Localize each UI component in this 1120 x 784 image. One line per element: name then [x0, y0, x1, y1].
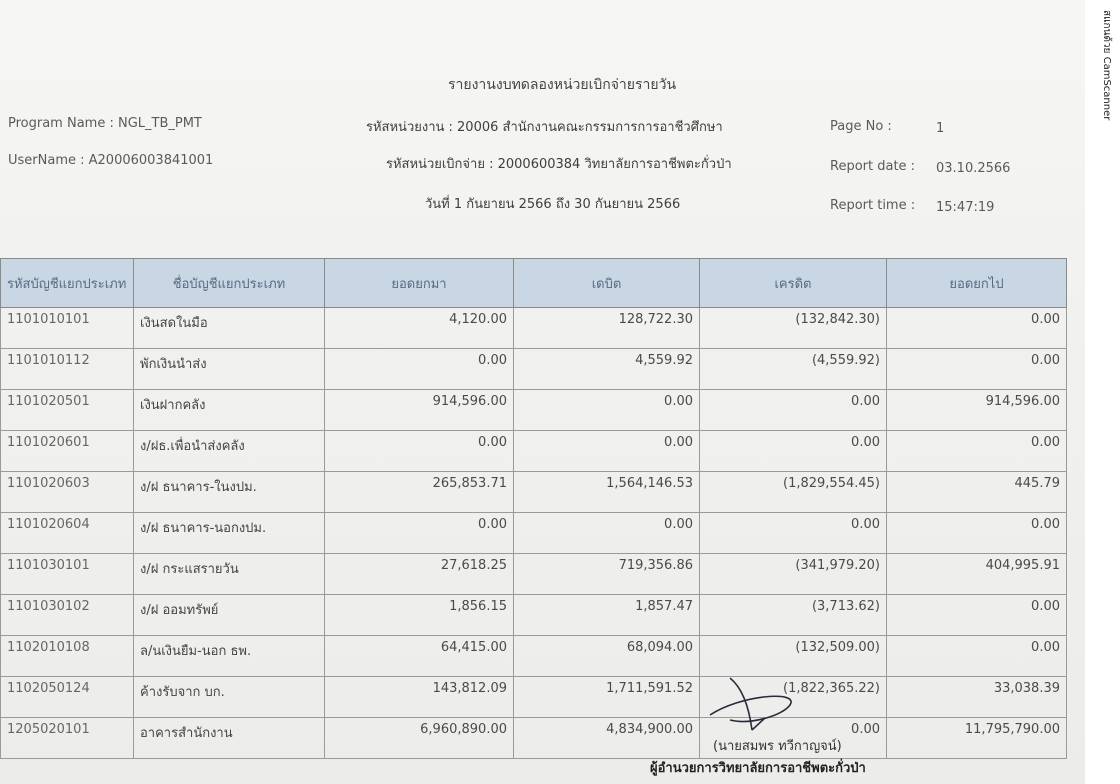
- cell-debit: 1,711,591.52: [514, 677, 700, 718]
- table-row: [1, 472, 1067, 513]
- cell-closing-balance: 0.00: [887, 349, 1067, 390]
- cell-debit: 719,356.86: [514, 554, 700, 595]
- report-time-value: 15:47:19: [936, 200, 995, 215]
- cell-account-code: 1101020601: [1, 431, 134, 472]
- col-header-account-name: ชื่อบัญชีแยกประเภท: [134, 259, 325, 308]
- cell-account-code: 1102010108: [1, 636, 134, 677]
- cell-credit: (1,822,365.22): [700, 677, 887, 718]
- cell-credit: 0.00: [700, 513, 887, 554]
- cell-account-code: 1101030101: [1, 554, 134, 595]
- col-header-account-code: รหัสบัญชีแยกประเภท: [1, 259, 134, 308]
- disbursement-unit: รหัสหน่วยเบิกจ่าย : 2000600384 วิทยาลัยการอาชีพตะกั่วป่า: [386, 157, 732, 172]
- report-date-label: Report date :: [830, 159, 916, 174]
- cell-account-code: 1102050124: [1, 677, 134, 718]
- report-date-value: 03.10.2566: [936, 161, 1011, 176]
- cell-account-name: ง/ฝธ.เพื่อนำส่งคลัง: [134, 431, 325, 472]
- cell-closing-balance: 0.00: [887, 308, 1067, 349]
- signer-position: ผู้อำนวยการวิทยาลัยการอาชีพตะกั่วป่า: [650, 761, 866, 776]
- cell-account-name: เงินสดในมือ: [134, 308, 325, 349]
- user-name: UserName : A20006003841001: [8, 153, 214, 168]
- program-name: Program Name : NGL_TB_PMT: [8, 116, 202, 131]
- cell-credit: 0.00: [700, 431, 887, 472]
- col-header-debit: เดบิต: [514, 259, 700, 308]
- cell-opening-balance: 914,596.00: [325, 390, 514, 431]
- cell-opening-balance: 0.00: [325, 431, 514, 472]
- cell-debit: 128,722.30: [514, 308, 700, 349]
- cell-debit: 4,834,900.00: [514, 718, 700, 759]
- cell-account-name: พักเงินนำส่ง: [134, 349, 325, 390]
- cell-account-name: ค้างรับจาก บก.: [134, 677, 325, 718]
- cell-closing-balance: 0.00: [887, 595, 1067, 636]
- cell-account-name: ง/ฝ ธนาคาร-ในงปม.: [134, 472, 325, 513]
- cell-opening-balance: 64,415.00: [325, 636, 514, 677]
- cell-debit: 1,564,146.53: [514, 472, 700, 513]
- cell-debit: 68,094.00: [514, 636, 700, 677]
- page-no-label: Page No :: [830, 119, 892, 134]
- table-row: [1, 308, 1067, 349]
- table-row: [1, 636, 1067, 677]
- cell-account-code: 1101020501: [1, 390, 134, 431]
- scanner-watermark: สแกนด้วย CamScanner: [1101, 10, 1112, 121]
- cell-debit: 0.00: [514, 431, 700, 472]
- trial-balance-table: [0, 258, 1067, 759]
- cell-closing-balance: 914,596.00: [887, 390, 1067, 431]
- table-row: [1, 677, 1067, 718]
- signer-name: (นายสมพร ทวีกาญจน์): [713, 739, 842, 754]
- cell-debit: 1,857.47: [514, 595, 700, 636]
- table-row: [1, 390, 1067, 431]
- cell-credit: (341,979.20): [700, 554, 887, 595]
- table-header-row: [1, 259, 1067, 308]
- cell-opening-balance: 27,618.25: [325, 554, 514, 595]
- cell-account-name: อาคารสำนักงาน: [134, 718, 325, 759]
- agency-code: รหัสหน่วยงาน : 20006 สำนักงานคณะกรรมการการอาชีวศึกษา: [366, 120, 723, 135]
- cell-account-name: ง/ฝ ออมทรัพย์: [134, 595, 325, 636]
- cell-account-code: 1101020603: [1, 472, 134, 513]
- report-time-label: Report time :: [830, 198, 916, 213]
- table-row: [1, 554, 1067, 595]
- cell-debit: 0.00: [514, 390, 700, 431]
- table-row: [1, 349, 1067, 390]
- cell-closing-balance: 11,795,790.00: [887, 718, 1067, 759]
- cell-opening-balance: 1,856.15: [325, 595, 514, 636]
- report-period: วันที่ 1 กันยายน 2566 ถึง 30 กันยายน 2566: [425, 197, 681, 212]
- cell-account-name: เงินฝากคลัง: [134, 390, 325, 431]
- cell-account-code: 1101030102: [1, 595, 134, 636]
- cell-opening-balance: 4,120.00: [325, 308, 514, 349]
- col-header-credit: เครดิต: [700, 259, 887, 308]
- cell-credit: (132,842.30): [700, 308, 887, 349]
- cell-credit: (132,509.00): [700, 636, 887, 677]
- cell-account-code: 1101020604: [1, 513, 134, 554]
- cell-opening-balance: 143,812.09: [325, 677, 514, 718]
- cell-opening-balance: 265,853.71: [325, 472, 514, 513]
- cell-opening-balance: 0.00: [325, 349, 514, 390]
- cell-closing-balance: 0.00: [887, 431, 1067, 472]
- col-header-closing-balance: ยอดยกไป: [887, 259, 1067, 308]
- table-row: [1, 718, 1067, 759]
- cell-account-code: 1101010112: [1, 349, 134, 390]
- cell-credit: (3,713.62): [700, 595, 887, 636]
- table-row: [1, 513, 1067, 554]
- cell-opening-balance: 6,960,890.00: [325, 718, 514, 759]
- cell-closing-balance: 404,995.91: [887, 554, 1067, 595]
- report-title: รายงานงบทดลองหน่วยเบิกจ่ายรายวัน: [448, 77, 677, 93]
- cell-closing-balance: 445.79: [887, 472, 1067, 513]
- cell-account-name: ล/นเงินยืม-นอก ธพ.: [134, 636, 325, 677]
- cell-opening-balance: 0.00: [325, 513, 514, 554]
- table-row: [1, 595, 1067, 636]
- cell-credit: 0.00: [700, 718, 887, 759]
- cell-closing-balance: 33,038.39: [887, 677, 1067, 718]
- cell-credit: 0.00: [700, 390, 887, 431]
- cell-credit: (4,559.92): [700, 349, 887, 390]
- table-row: [1, 431, 1067, 472]
- col-header-opening-balance: ยอดยกมา: [325, 259, 514, 308]
- cell-debit: 4,559.92: [514, 349, 700, 390]
- cell-account-code: 1101010101: [1, 308, 134, 349]
- cell-credit: (1,829,554.45): [700, 472, 887, 513]
- cell-account-name: ง/ฝ ธนาคาร-นอกงปม.: [134, 513, 325, 554]
- cell-account-name: ง/ฝ กระแสรายวัน: [134, 554, 325, 595]
- cell-closing-balance: 0.00: [887, 513, 1067, 554]
- cell-account-code: 1205020101: [1, 718, 134, 759]
- cell-closing-balance: 0.00: [887, 636, 1067, 677]
- cell-debit: 0.00: [514, 513, 700, 554]
- page-no-value: 1: [936, 121, 945, 136]
